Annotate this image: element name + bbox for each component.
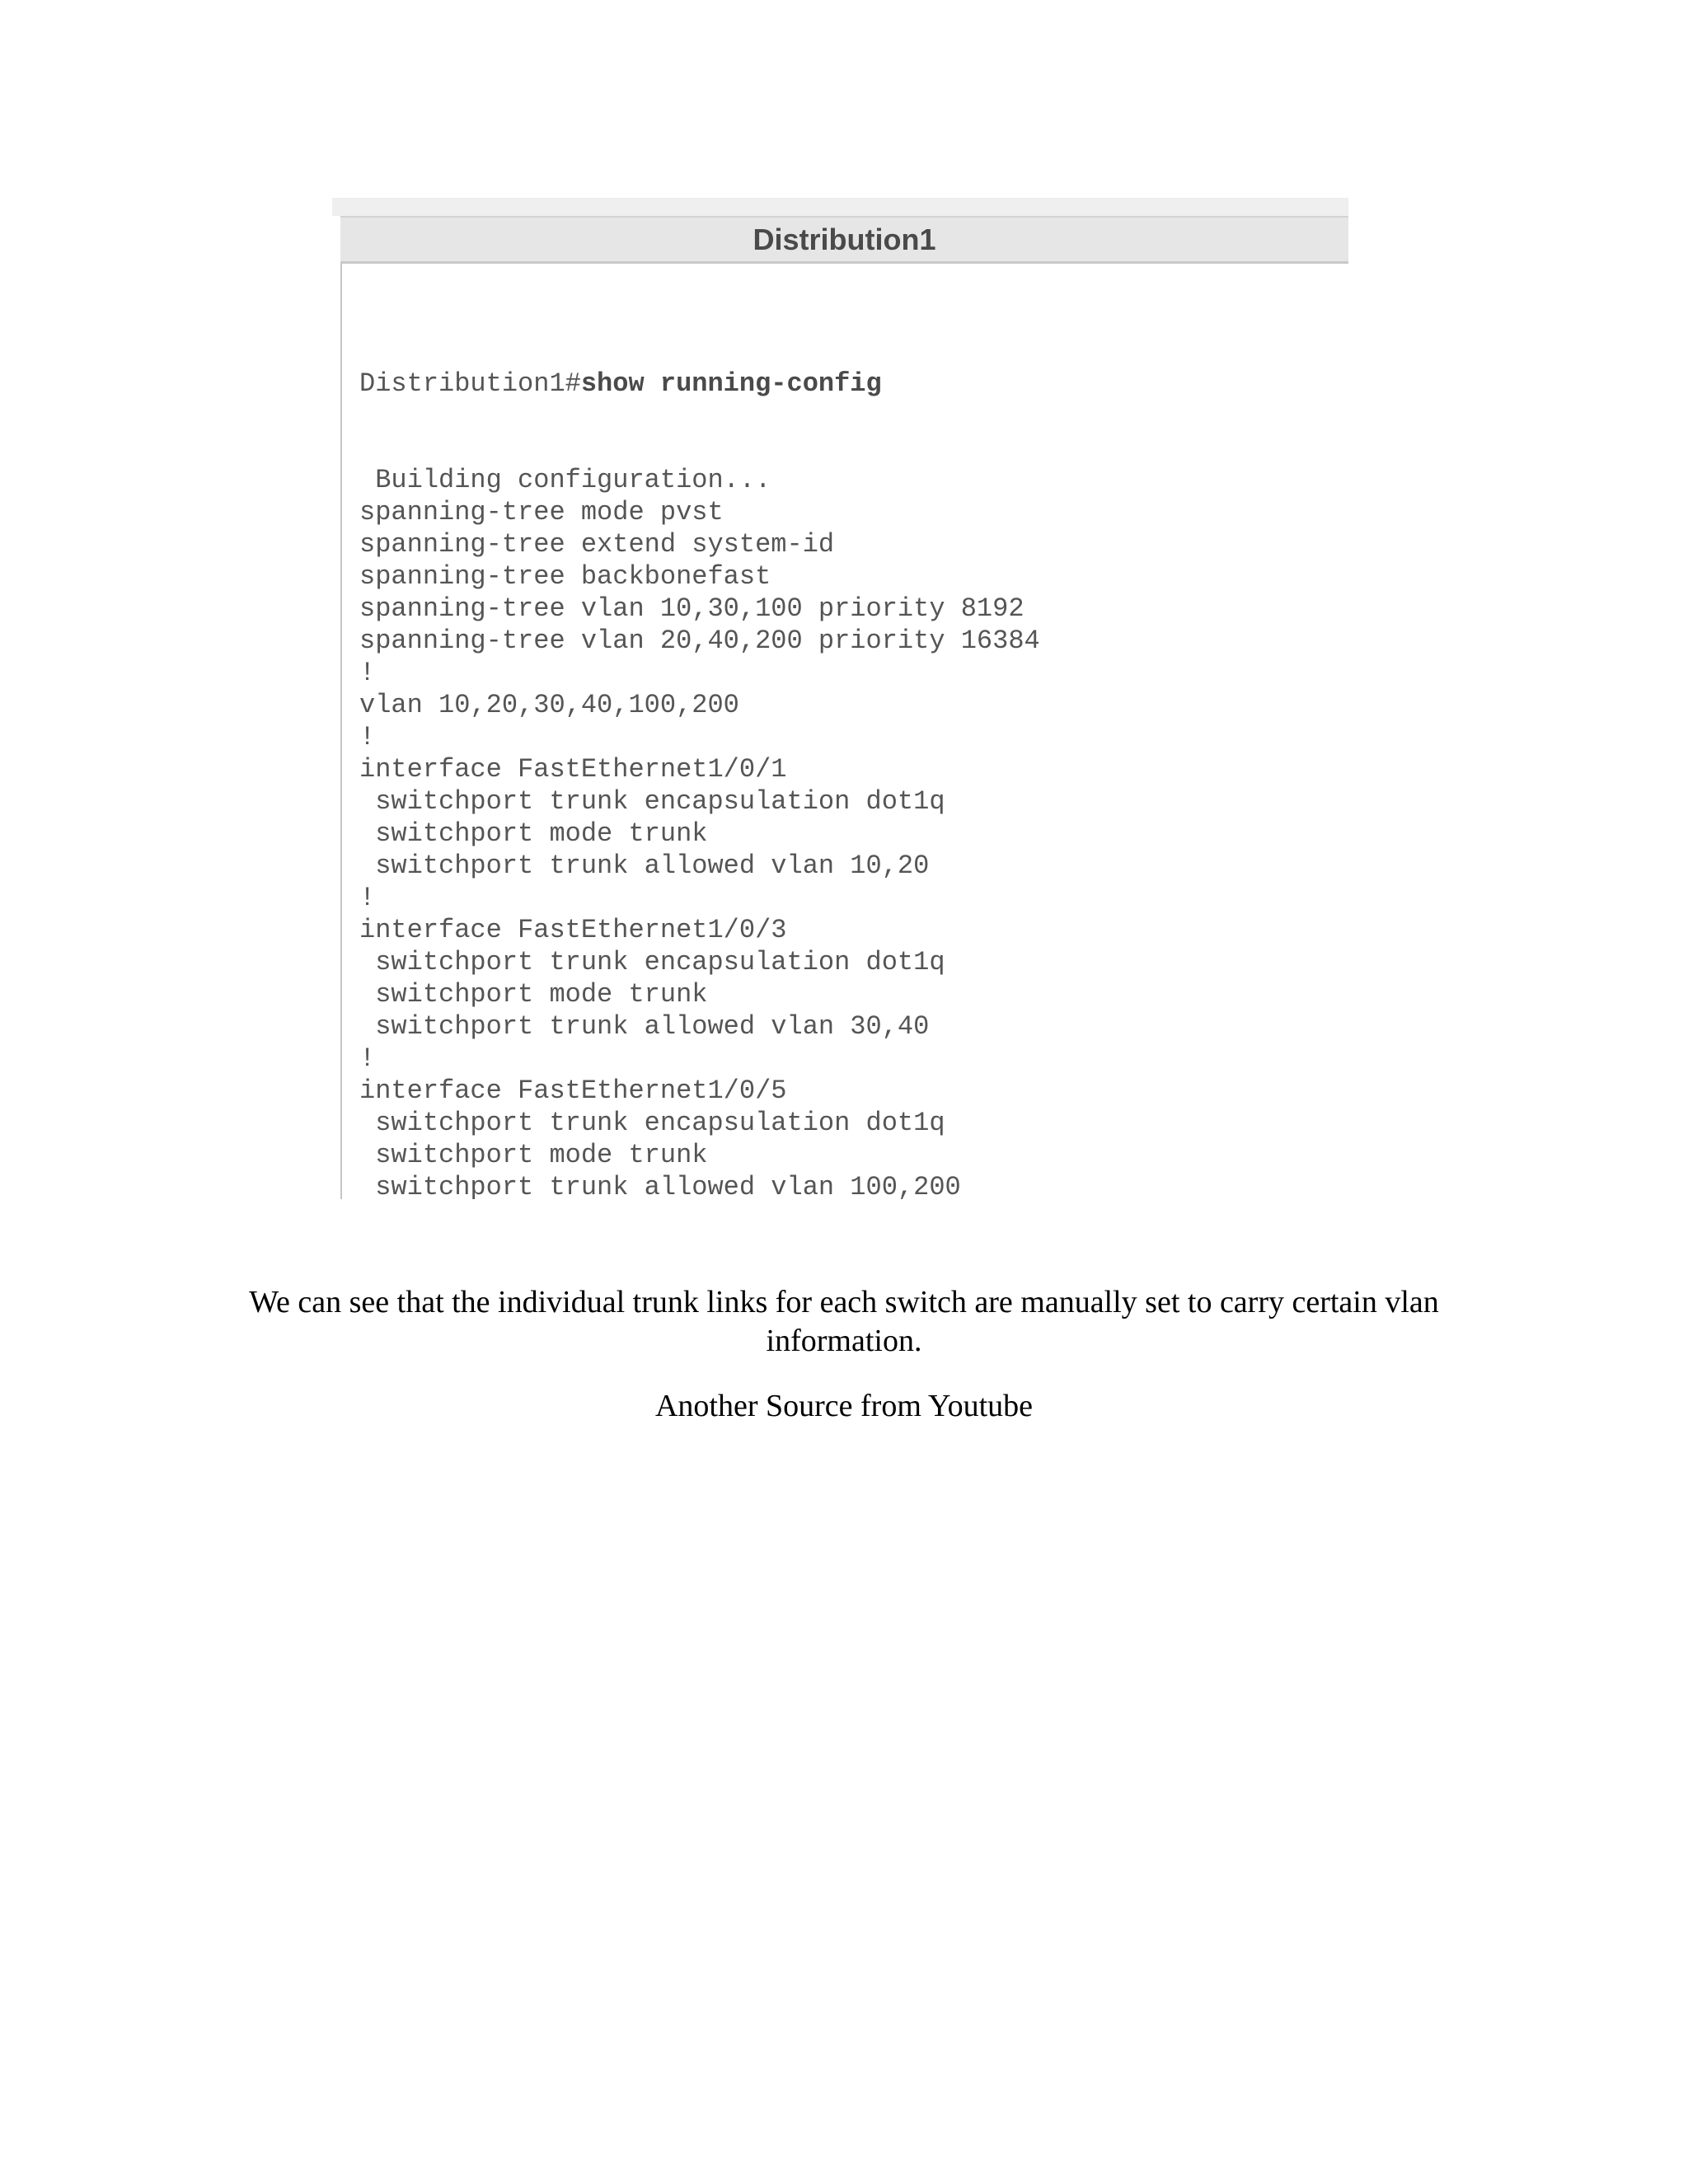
config-screenshot bbox=[332, 198, 1348, 1199]
console-output bbox=[359, 303, 1332, 1199]
console-line: Building configuration... bbox=[359, 465, 771, 495]
console-line: spanning-tree vlan 20,40,200 priority 16384 bbox=[359, 626, 1040, 656]
console-command: show running-config bbox=[580, 368, 882, 399]
console-command-line bbox=[359, 368, 1332, 400]
console-line: spanning-tree vlan 10,30,100 priority 8192 bbox=[359, 593, 1025, 624]
console-line: switchport trunk encapsulation dot1q bbox=[359, 786, 945, 817]
console-line: spanning-tree backbonefast bbox=[359, 561, 771, 592]
console-line: switchport trunk encapsulation dot1q bbox=[359, 947, 945, 977]
window-title: Distribution1 bbox=[340, 216, 1348, 264]
console-line: switchport mode trunk bbox=[359, 1140, 708, 1170]
console-line: ! bbox=[359, 1043, 376, 1074]
console-line: interface FastEthernet1/0/1 bbox=[359, 754, 787, 785]
console-line: switchport trunk allowed vlan 10,20 bbox=[359, 851, 930, 881]
console-line: ! bbox=[359, 883, 376, 913]
console-line: switchport mode trunk bbox=[359, 818, 708, 849]
console-line: spanning-tree extend system-id bbox=[359, 529, 835, 560]
screenshot-left-border bbox=[340, 216, 342, 1199]
console-line: switchport mode trunk bbox=[359, 979, 708, 1010]
source-line: Another Source from Youtube bbox=[654, 1389, 1034, 1423]
screenshot-top-strip bbox=[332, 198, 1348, 216]
console-line: ! bbox=[359, 722, 376, 752]
console-line: switchport trunk encapsulation dot1q bbox=[359, 1108, 945, 1138]
console-line: spanning-tree mode pvst bbox=[359, 497, 724, 527]
body-paragraph: We can see that the individual trunk links for each switch are manually set to carry certain vlan information. bbox=[249, 1285, 1439, 1358]
console-prompt: Distribution1# bbox=[359, 368, 581, 399]
console-line: interface FastEthernet1/0/5 bbox=[359, 1076, 787, 1106]
console-line: switchport trunk allowed vlan 100,200 bbox=[359, 1172, 961, 1199]
console-line: ! bbox=[359, 658, 376, 688]
console-line: interface FastEthernet1/0/3 bbox=[359, 915, 787, 945]
console-line: switchport trunk allowed vlan 30,40 bbox=[359, 1011, 930, 1042]
console-line: vlan 10,20,30,40,100,200 bbox=[359, 690, 739, 720]
